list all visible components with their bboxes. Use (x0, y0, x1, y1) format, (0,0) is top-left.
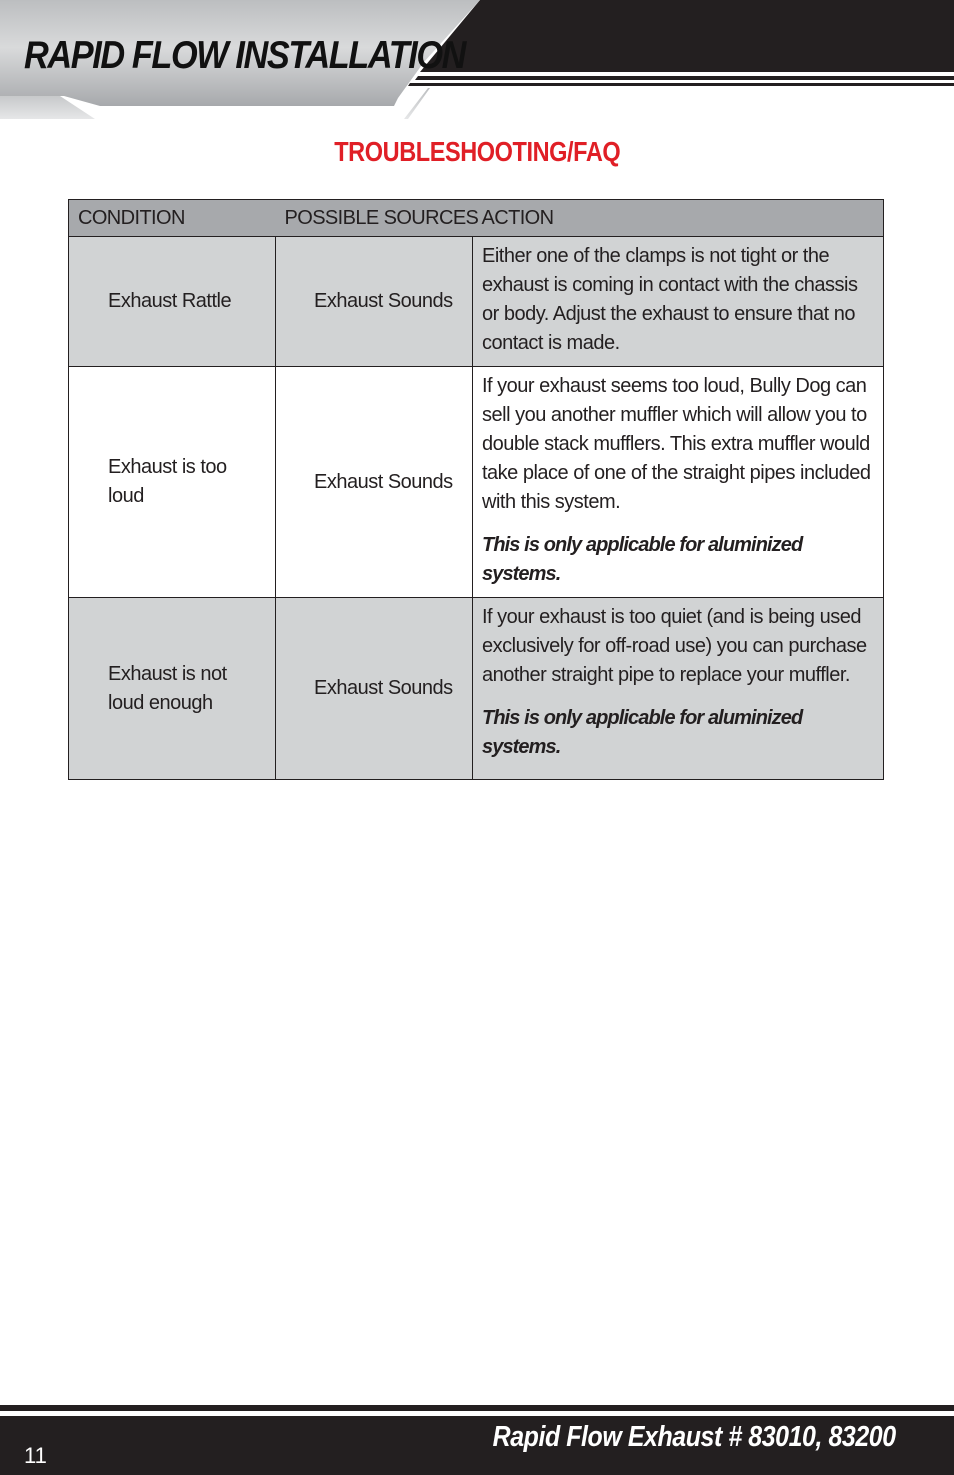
action-text: Either one of the clamps is not tight or the exhaust is coming in contact with the chassis or body. Adjust the exhaust to ensure that no contact is made. (482, 245, 858, 354)
condition-cell: Exhaust Rattle (69, 237, 276, 367)
table-row (69, 598, 884, 780)
source-cell: Exhaust Sounds (276, 598, 473, 780)
condition-cell: Exhaust is not loud enough (69, 598, 276, 780)
action-cell (473, 237, 884, 367)
condition-cell: Exhaust is too loud (69, 367, 276, 598)
action-note: This is only applicable for aluminized systems. (482, 534, 803, 585)
action-text: If your exhaust seems too loud, Bully Dog can sell you another muffler which will allow you to double stack mufflers. This extra muffler would take place of one of the straight pipes included with this system. (482, 375, 871, 513)
action-cell (473, 367, 884, 598)
table-header-row (69, 200, 884, 237)
page-footer (0, 1405, 954, 1475)
action-note: This is only applicable for aluminized systems. (482, 707, 803, 758)
table-row (69, 367, 884, 598)
source-cell: Exhaust Sounds (276, 237, 473, 367)
table-row (69, 237, 884, 367)
action-text: If your exhaust is too quiet (and is being used exclusively for off-road use) you can purchase another straight pipe to replace your muffler. (482, 606, 867, 686)
action-cell (473, 598, 884, 780)
page-header (0, 0, 954, 125)
section-title-text: TROUBLESHOOTING/FAQ (333, 136, 621, 167)
source-cell: Exhaust Sounds (276, 367, 473, 598)
column-header-action: ACTION (473, 200, 884, 237)
section-title (0, 136, 954, 168)
column-header-sources: POSSIBLE SOURCES (276, 200, 473, 237)
page-number: 11 (24, 1443, 47, 1468)
page-title: RAPID FLOW INSTALLATION (24, 34, 466, 77)
column-header-condition: CONDITION (69, 200, 276, 237)
troubleshooting-table (68, 199, 884, 780)
product-name: Rapid Flow Exhaust # 83010, 83200 (492, 1421, 896, 1453)
